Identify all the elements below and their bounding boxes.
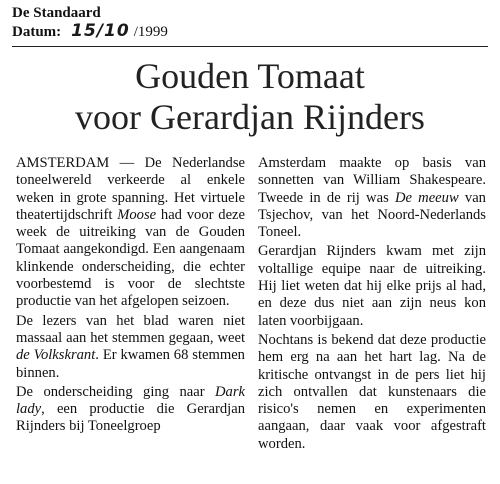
date-year: /1999 [133,24,168,40]
headline-line-1: Gouden Tomaat [135,56,365,96]
date-line [12,22,168,41]
article-column-1 [16,155,245,436]
headline-line-2: voor Gerardjan Rijnders [75,97,425,137]
paragraph [16,384,245,436]
paragraph-text: De Nederlandse toneelwereld verkeerde al enkele weken in grote spanning. Het virtuele theatertijdschrift [16,155,245,223]
publication-name: de Volkskrant [16,347,96,364]
production-title: De meeuw [394,189,459,206]
headline [0,56,500,138]
date-label: Datum: [12,24,62,40]
paragraph [258,155,486,241]
publication-name: Moose [117,206,157,223]
header-rule [12,46,488,47]
handwritten-date: 15/10 [71,21,130,41]
paragraph-text: Amsterdam maakte op basis van sonnetten van William Shakespeare. Tweede in de rij was [258,155,486,206]
production-title: Dark lady [16,383,245,418]
paragraph: Nochtans is bekend dat deze productie hem erg na aan het hart lag. Na de kritische ontvangst in de pers liet hij zich ontvallen dat kunstenaars die risico's nemen en experimenten aangaan, daar vaak voor afgestraft worden. [258,331,486,452]
dateline-dash: — [109,155,145,171]
paragraph-text: De lezers van het blad waren niet massaal aan het stemmen gegaan, weet [16,312,245,346]
dateline: AMSTERDAM [16,155,110,171]
newspaper-name: De Standaard [12,5,101,21]
paragraph: Gerardjan Rijnders kwam met zijn voltallige equipe naar de uitreiking. Hij liet weten dat hij elke prijs al had, en deze dus niet aan zijn neus kon laten voorbijgaan. [258,243,486,329]
paragraph [16,155,245,311]
paragraph-text: , een productie die Gerardjan Rijnders bij Toneelgroep [16,401,245,435]
paragraph-text: had voor deze week de uitreiking van de Gouden Tomaat aangekondigd. Een aangenaam klinkende onderscheiding, die echter voorbestemd is voor de slechtste productie van het afgelopen seizoen. [16,206,245,310]
paragraph [16,313,245,382]
paragraph-text: De onderscheiding ging naar [16,383,215,400]
paragraph-text: . Er kwamen 68 stemmen binnen. [16,347,245,381]
article-column-2 [258,155,486,453]
paragraph-text: van Tsjechov, van het Noord-Nederlands Toneel. [258,189,486,241]
